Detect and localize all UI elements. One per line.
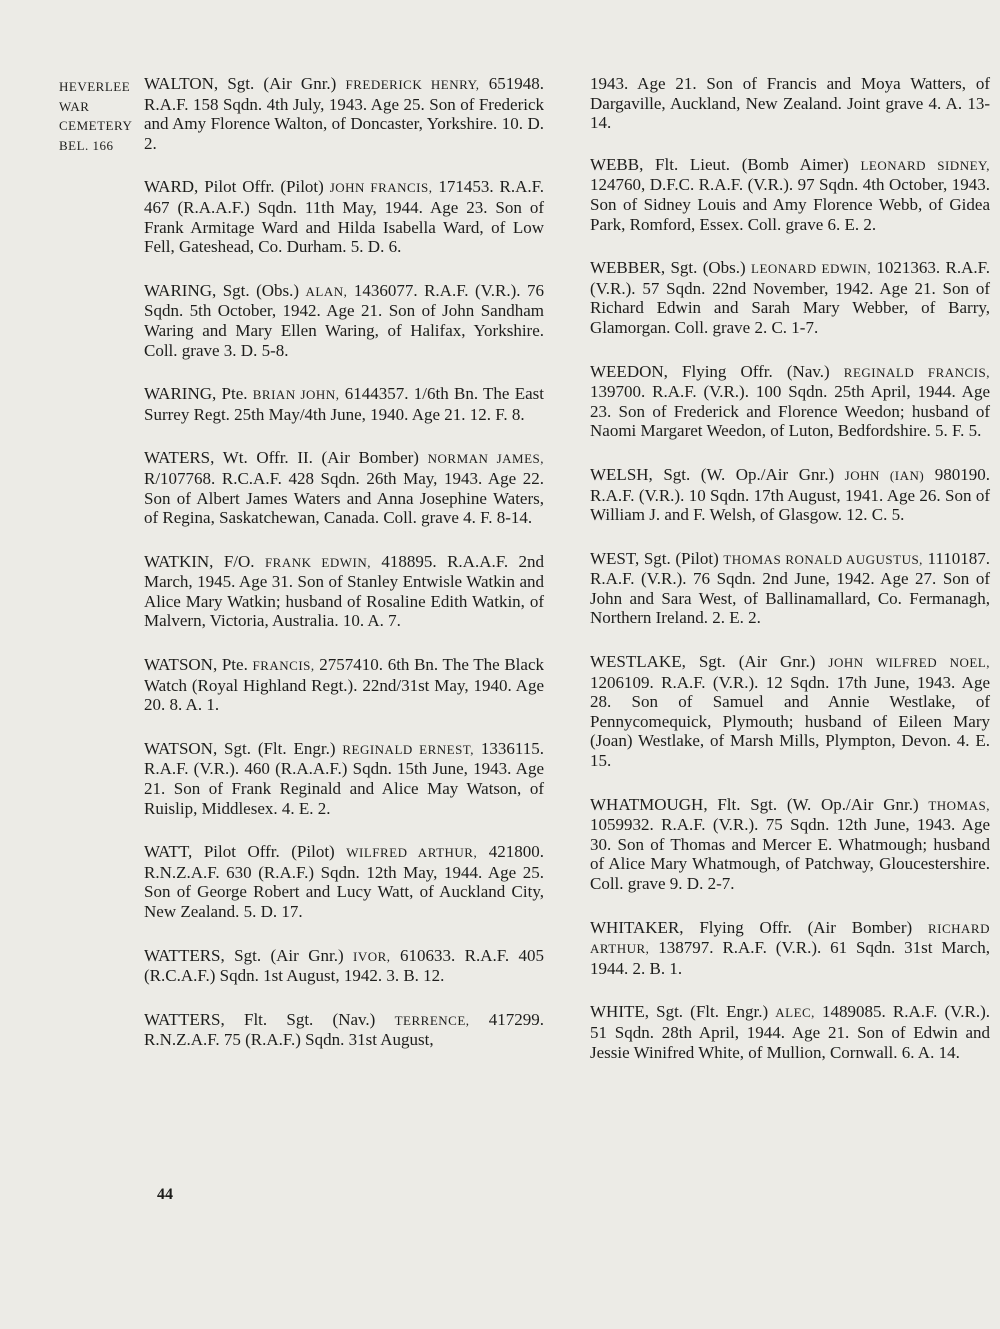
entry-given-names: RICHARD ARTHUR, [590,920,990,957]
entry-rank: Pilot Offr. (Pilot) [192,842,347,862]
entry-surname: WATKIN, [144,551,214,571]
entry-surname: WATERS, [144,448,215,468]
casualty-entry [144,552,544,631]
entry-rank: Flt. Lieut. (Bomb Aimer) [643,154,861,174]
entry-given-names: BRIAN JOHN, [252,387,340,403]
entry-details: 1110187. R.A.F. (V.R.). 76 Sqdn. 2nd June, 1942. Age 27. Son of John and Sara West, of Ballinamallard, Co. Fermanagh, Northern Ireland. 2. E. 2. [590,548,990,628]
entry-given-names: WILFRED ARTHUR, [346,845,478,861]
entry-surname: WESTLAKE, [590,652,686,672]
casualty-entry [144,384,544,424]
entry-surname: WALTON, [144,74,219,93]
entry-given-names: JOHN WILFRED NOEL, [828,655,990,671]
entry-given-names: LEONARD SIDNEY, [860,157,990,173]
entry-details: 1336115. R.A.F. (V.R.). 460 (R.A.A.F.) Sqdn. 15th June, 1943. Age 21. Son of Frank Reginald and Alice May Watson, of Ruislip, Middlesex. 4. E. 2. [144,738,544,818]
casualty-entry [590,258,990,337]
casualty-entry [590,652,990,771]
entry-surname: WATTERS, [144,1009,225,1029]
casualty-entry [590,155,990,234]
casualty-entry [590,918,990,979]
entry-rank: Sgt. (Obs.) [216,280,306,300]
entry-given-names: FRANCIS, [252,658,315,674]
entry-details: 1489085. R.A.F. (V.R.). 51 Sqdn. 28th April, 1944. Age 21. Son of Edwin and Jessie Winifred White, of Mullion, Cornwall. 6. A. 14. [590,1002,990,1062]
entry-rank: Pte. [217,655,253,675]
casualty-entry [144,74,544,153]
margin-note-line: HEVERLEE [59,79,131,94]
entry-given-names: JOHN FRANCIS, [329,180,433,196]
entry-details: 124760, D.F.C. R.A.F. (V.R.). 97 Sqdn. 4th October, 1943. Son of Sidney Louis and Amy Florence Webb, of Gidea Park, Romford, Essex. Coll. grave 6. E. 2. [590,175,990,234]
casualty-entry [590,795,990,894]
entry-surname: WEBB, [590,154,644,174]
entry-surname: WATT, [144,842,193,862]
left-column [144,74,544,1074]
entry-rank: Sgt. (Air Gnr.) [224,945,354,965]
entry-given-names: REGINALD FRANCIS, [843,364,990,380]
cemetery-margin-note [59,77,144,155]
casualty-entry [144,946,544,986]
entry-details: 610633. R.A.F. 405 (R.C.A.F.) Sqdn. 1st August, 1942. 3. B. 12. [144,945,544,986]
entry-given-names: JOHN (IAN) [844,467,925,483]
page-number: 44 [157,1186,173,1203]
entry-rank: Sgt. (Pilot) [639,548,724,568]
entry-surname: WARING, [144,280,217,300]
entry-rank: Wt. Offr. II. (Air Bomber) [214,448,428,468]
entry-details: 1059932. R.A.F. (V.R.). 75 Sqdn. 12th June, 1943. Age 30. Son of Thomas and Mercer E. Whatmough; husband of Alice Mary Whatmough, of Patchway, Gloucestershire. Coll. grave 9. D. 2-7. [590,815,990,893]
entry-surname: WHITE, [590,1002,650,1022]
entry-details: R/107768. R.C.A.F. 428 Sqdn. 26th May, 1943. Age 22. Son of Albert James Waters and Anna Josephine Waters, of Regina, Saskatchewan, Canada. Coll. grave 4. F. 8-14. [144,468,544,528]
entry-details: 139700. R.A.F. (V.R.). 100 Sqdn. 25th April, 1944. Age 23. Son of Frederick and Florence Weedon; husband of Naomi Margaret Weedon, of Luton, Bedfordshire. 5. F. 5. [590,382,990,441]
entry-rank: F/O. [213,551,265,571]
entry-surname: WATSON, [144,738,218,758]
entry-rank: Pte. [216,384,253,404]
entry-rank: Sgt. (Obs.) [665,258,752,278]
entry-rank: Flt. Sgt. (Nav.) [224,1009,395,1029]
casualty-entry [590,1002,990,1062]
entry-rank: Sgt. (Flt. Engr.) [217,738,343,758]
entry-given-names: FREDERICK HENRY, [345,77,480,92]
margin-note-line: CEMETERY [59,118,133,134]
entry-given-names: TERRENCE, [394,1012,470,1028]
casualty-entry [590,362,990,441]
casualty-entry [144,842,544,921]
entry-given-names: NORMAN JAMES, [427,451,544,467]
entry-given-names: FRANK EDWIN, [264,554,371,570]
entry-surname: WEBBER, [590,258,666,278]
entry-rank: Sgt. (Air Gnr.) [218,74,346,93]
entry-surname: WATSON, [144,655,218,675]
entry-details: 980190. R.A.F. (V.R.). 10 Sqdn. 17th August, 1941. Age 26. Son of William J. and F. Welsh, of Glasgow. 12. C. 5. [590,464,990,525]
entry-given-names: ALAN, [305,283,348,299]
entry-details: 418895. R.A.A.F. 2nd March, 1945. Age 31. Son of Stanley Entwisle Watkin and Alice Mary Watkin; husband of Rosaline Edith Watkin, of Malvern, Victoria, Australia. 10. A. 7. [144,551,544,631]
entry-rank: Sgt. (Air Gnr.) [685,652,829,672]
entry-details: 2757410. 6th Bn. The The Black Watch (Royal Highland Regt.). 22nd/31st May, 1940. Age 20. 8. A. 1. [144,655,544,715]
casualty-entry [590,549,990,628]
entry-given-names: LEONARD EDWIN, [751,261,872,277]
entry-given-names: THOMAS RONALD AUGUSTUS, [723,551,923,567]
entry-details: 1021363. R.A.F. (V.R.). 57 Sqdn. 22nd November, 1942. Age 21. Son of Richard Edwin and Sarah Mary Webber, of Barry, Glamorgan. Coll. grave 2. C. 1-7. [590,258,990,337]
entry-surname: WATTERS, [144,945,225,965]
entry-surname: WELSH, [590,464,653,484]
entry-surname: WARING, [144,384,217,404]
entry-surname: WHATMOUGH, [590,794,708,814]
entry-details: 6144357. 1/6th Bn. The East Surrey Regt. 25th May/4th June, 1940. Age 21. 12. F. 8. [144,384,544,424]
entry-surname: WEEDON, [590,361,668,381]
entry-surname: WEST, [590,548,640,568]
entry-surname: WARD, [144,177,199,197]
entry-surname: WHITAKER, [590,917,684,937]
entry-details: 138797. R.A.F. (V.R.). 61 Sqdn. 31st March, 1944. 2. B. 1. [590,938,990,978]
margin-note-line: WAR [59,98,90,114]
entry-rank: Sgt. (Flt. Engr.) [649,1002,776,1022]
entry-details: 421800. R.N.Z.A.F. 630 (R.A.F.) Sqdn. 12th May, 1944. Age 25. Son of George Robert and Lucy Watt, of Auckland City, New Zealand. 5. D. 17. [144,842,545,921]
casualty-entry [144,281,544,360]
entry-details: 171453. R.A.F. 467 (R.A.A.F.) Sqdn. 11th May, 1944. Age 23. Son of Frank Armitage Ward and Hilda Isabella Ward, of Low Fell, Gateshead, Co. Durham. 5. D. 6. [144,177,544,257]
entry-given-names: REGINALD ERNEST, [342,741,475,757]
continued-entry: 1943. Age 21. Son of Francis and Moya Watters, of Dargaville, Auckland, New Zealand. Joint grave 4. A. 13-14. [590,74,990,133]
casualty-entry [144,655,544,715]
entry-rank: Flying Offr. (Air Bomber) [683,917,928,937]
casualty-entry [144,177,544,256]
casualty-entry [590,465,990,525]
entry-given-names: ALEC, [775,1005,815,1021]
entry-details: 417299. R.N.Z.A.F. 75 (R.A.F.) Sqdn. 31st August, [144,1009,545,1050]
entry-given-names: IVOR, [353,948,391,964]
entry-rank: Pilot Offr. (Pilot) [198,177,330,197]
entry-rank: Sgt. (W. Op./Air Gnr.) [652,464,845,484]
margin-note-line: BEL. 166 [59,137,114,153]
entry-given-names: THOMAS, [928,797,990,813]
right-column [590,74,990,1086]
casualty-entry [144,448,544,527]
casualty-entry [144,1010,544,1050]
entry-rank: Flt. Sgt. (W. Op./Air Gnr.) [707,794,929,814]
entry-rank: Flying Offr. (Nav.) [667,361,844,381]
entry-details: 1436077. R.A.F. (V.R.). 76 Sqdn. 5th October, 1942. Age 21. Son of John Sandham Waring and Mary Ellen Waring, of Halifax, Yorkshire. Coll. grave 3. D. 5-8. [144,280,544,360]
entry-details: 1206109. R.A.F. (V.R.). 12 Sqdn. 17th June, 1943. Age 28. Son of Samuel and Annie Westlake, of Pennycomequick, Plymouth; husband of Eileen Mary (Joan) Westlake, of Marsh Mills, Plympton, Devon. 4. E. 15. [590,672,990,771]
entry-details: 651948. R.A.F. 158 Sqdn. 4th July, 1943. Age 25. Son of Frederick and Amy Florence Walton, of Doncaster, Yorkshire. 10. D. 2. [144,74,544,153]
casualty-entry [144,739,544,818]
